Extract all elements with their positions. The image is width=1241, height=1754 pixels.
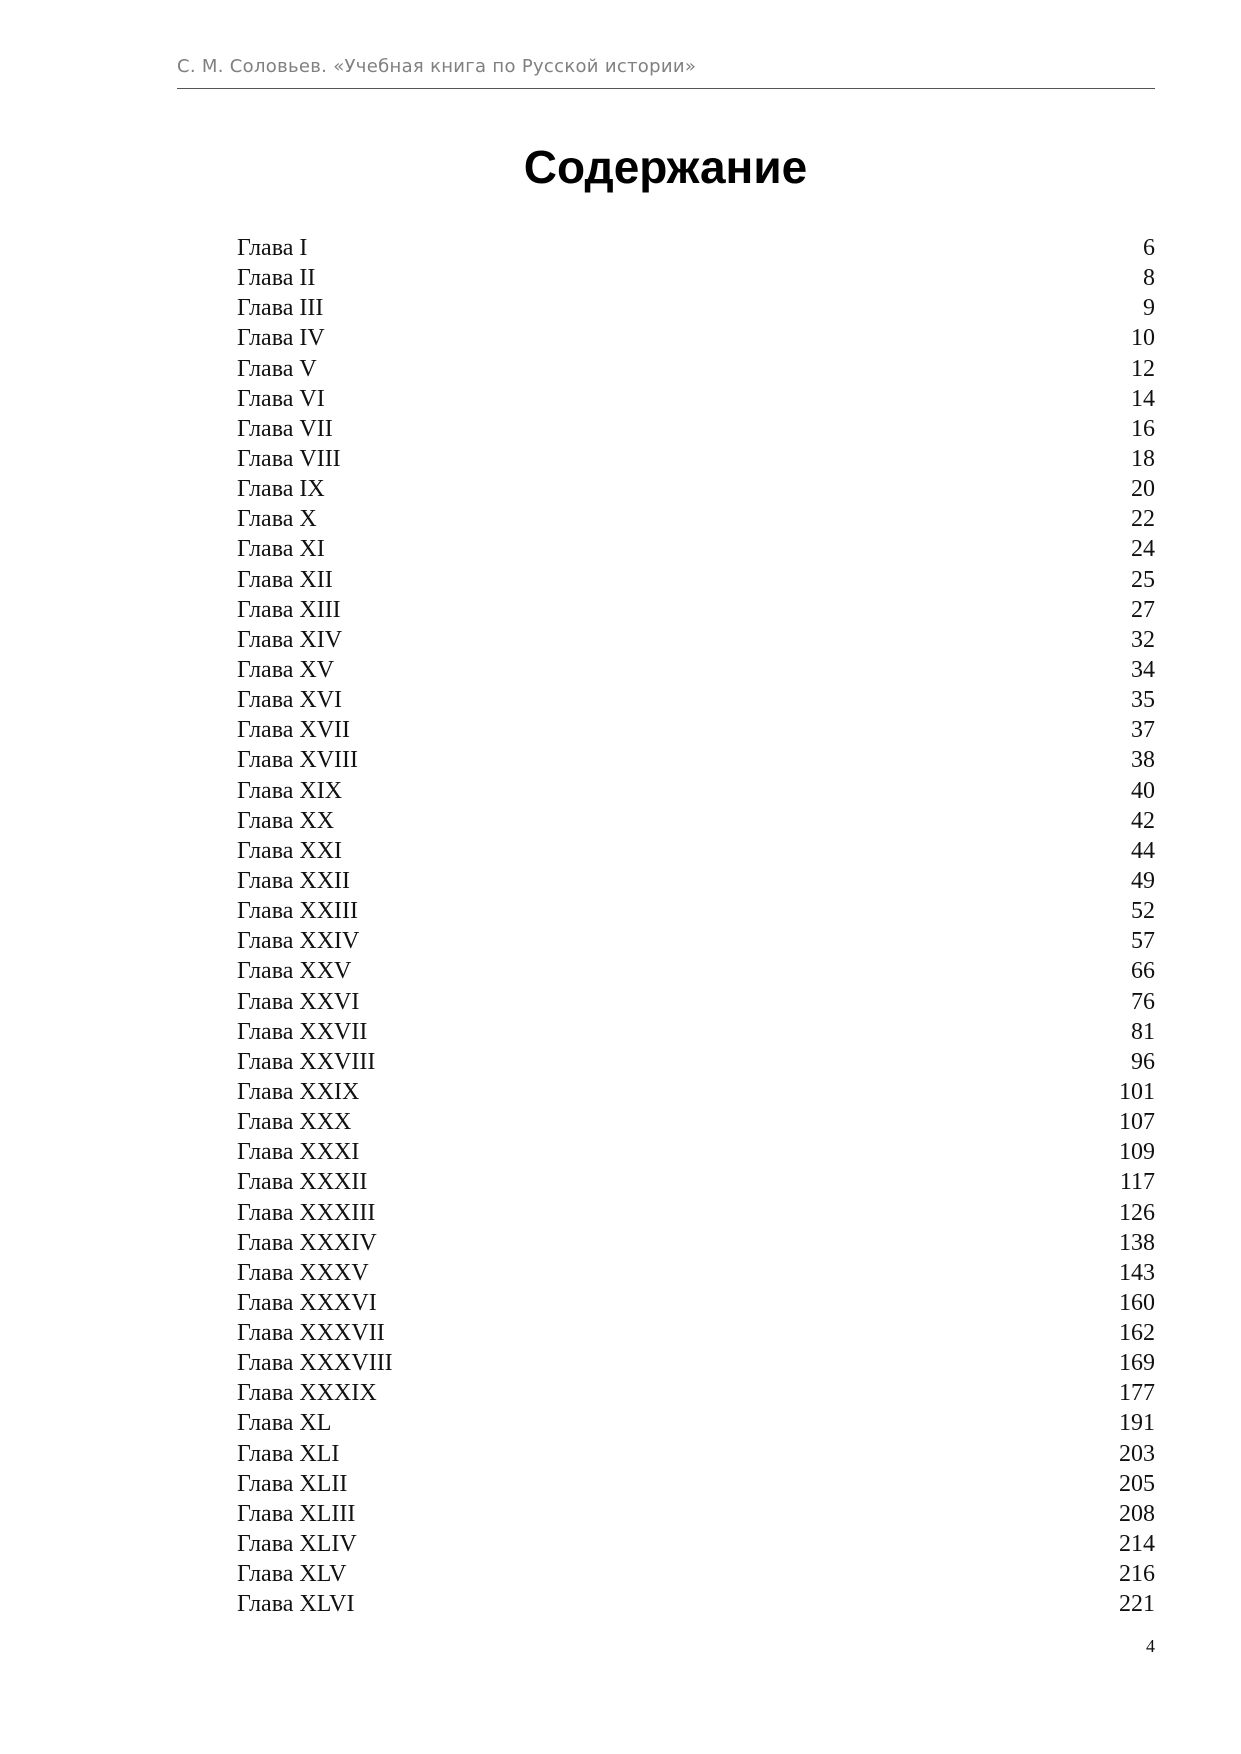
toc-entry-label: Глава XVII [237, 717, 351, 744]
toc-entry-label: Глава XXXIII [237, 1199, 376, 1226]
toc-entry-label: Глава XI [237, 536, 325, 563]
toc-entry-page: 16 [1131, 415, 1155, 442]
toc-entry[interactable] [237, 384, 1155, 414]
toc-entry-page: 20 [1131, 476, 1155, 503]
toc-entry-page: 18 [1131, 445, 1155, 472]
toc-entry[interactable] [237, 1107, 1155, 1137]
toc-entry-page: 81 [1131, 1018, 1155, 1045]
toc-entry[interactable] [237, 293, 1155, 323]
toc-entry-page: 38 [1131, 747, 1155, 774]
toc-entry-page: 22 [1131, 506, 1155, 533]
toc-entry-page: 160 [1119, 1289, 1155, 1316]
toc-entry[interactable] [237, 1499, 1155, 1529]
toc-entry[interactable] [237, 987, 1155, 1017]
toc-entry[interactable] [237, 595, 1155, 625]
toc-entry[interactable] [237, 745, 1155, 775]
toc-entry-label: Глава XLVI [237, 1591, 355, 1618]
toc-entry-label: Глава XXXV [237, 1259, 369, 1286]
toc-entry-page: 177 [1119, 1380, 1155, 1407]
toc-entry[interactable] [237, 1288, 1155, 1318]
toc-entry-label: Глава XXI [237, 837, 343, 864]
toc-entry[interactable] [237, 263, 1155, 293]
toc-entry-page: 10 [1131, 325, 1155, 352]
toc-entry-label: Глава XXXI [237, 1139, 360, 1166]
toc-entry-page: 138 [1119, 1229, 1155, 1256]
toc-entry-page: 216 [1119, 1561, 1155, 1588]
toc-entry[interactable] [237, 836, 1155, 866]
table-of-contents [237, 233, 1155, 1619]
toc-entry-page: 76 [1131, 988, 1155, 1015]
toc-entry-label: Глава XXVII [237, 1018, 368, 1045]
header-rule [177, 88, 1155, 89]
toc-entry-page: 205 [1119, 1470, 1155, 1497]
toc-entry-label: Глава XVI [237, 687, 343, 714]
toc-entry-label: Глава XLV [237, 1561, 347, 1588]
toc-entry-label: Глава XXVIII [237, 1048, 376, 1075]
toc-entry-page: 214 [1119, 1531, 1155, 1558]
toc-entry-page: 24 [1131, 536, 1155, 563]
running-header: С. М. Соловьев. «Учебная книга по Русской истории» [177, 56, 697, 77]
toc-entry-label: Глава VII [237, 415, 333, 442]
toc-entry-label: Глава IV [237, 325, 325, 352]
toc-entry-page: 191 [1119, 1410, 1155, 1437]
toc-entry[interactable] [237, 1258, 1155, 1288]
toc-entry-label: Глава VIII [237, 445, 341, 472]
toc-entry[interactable] [237, 444, 1155, 474]
toc-entry[interactable] [237, 1077, 1155, 1107]
toc-entry[interactable] [237, 1348, 1155, 1378]
toc-entry[interactable] [237, 776, 1155, 806]
toc-entry-page: 96 [1131, 1048, 1155, 1075]
toc-entry[interactable] [237, 323, 1155, 353]
toc-entry[interactable] [237, 233, 1155, 263]
toc-entry-label: Глава I [237, 235, 308, 261]
toc-entry-label: Глава XXV [237, 958, 352, 985]
toc-entry[interactable] [237, 1198, 1155, 1228]
toc-entry-label: Глава XX [237, 807, 335, 834]
toc-entry-page: 32 [1131, 626, 1155, 653]
toc-entry-page: 14 [1131, 385, 1155, 412]
toc-entry-label: Глава IX [237, 476, 325, 503]
toc-entry-label: Глава XXXVII [237, 1320, 385, 1347]
toc-entry-label: Глава XVIII [237, 747, 359, 774]
toc-entry-page: 203 [1119, 1440, 1155, 1467]
toc-entry-page: 101 [1119, 1078, 1155, 1105]
toc-entry-label: Глава XXII [237, 867, 351, 894]
toc-entry-label: Глава XIX [237, 777, 343, 804]
toc-entry-label: Глава XXXVI [237, 1289, 377, 1316]
toc-entry-page: 12 [1131, 355, 1155, 382]
toc-entry[interactable] [237, 1318, 1155, 1348]
toc-entry[interactable] [237, 354, 1155, 384]
toc-entry-page: 52 [1131, 898, 1155, 925]
toc-entry-page: 208 [1119, 1500, 1155, 1527]
toc-entry[interactable] [237, 1469, 1155, 1499]
toc-entry-label: Глава XIII [237, 596, 341, 623]
toc-entry[interactable] [237, 806, 1155, 836]
toc-entry-label: Глава XLIV [237, 1531, 357, 1558]
toc-entry[interactable] [237, 1017, 1155, 1047]
toc-entry[interactable] [237, 926, 1155, 956]
toc-entry-page: 8 [1143, 265, 1155, 292]
toc-entry[interactable] [237, 1047, 1155, 1077]
toc-entry-label: Глава XXXIV [237, 1229, 377, 1256]
toc-entry-page: 42 [1131, 807, 1155, 834]
toc-entry-page: 27 [1131, 596, 1155, 623]
page-title: Содержание [523, 141, 808, 193]
toc-entry-page: 9 [1143, 295, 1155, 322]
toc-entry-page: 44 [1131, 837, 1155, 864]
toc-entry-page: 169 [1119, 1350, 1155, 1377]
toc-entry-page: 143 [1119, 1259, 1155, 1286]
toc-entry-page: 126 [1119, 1199, 1155, 1226]
toc-entry-page: 25 [1131, 566, 1155, 593]
page-number: 4 [1146, 1636, 1155, 1656]
toc-entry[interactable] [237, 715, 1155, 745]
toc-entry-page: 49 [1131, 867, 1155, 894]
toc-entry-label: Глава VI [237, 385, 325, 412]
toc-entry-label: Глава XLII [237, 1470, 348, 1497]
toc-entry[interactable] [237, 1378, 1155, 1408]
toc-entry-page: 57 [1131, 928, 1155, 955]
toc-entry[interactable] [237, 956, 1155, 986]
toc-entry[interactable] [237, 565, 1155, 595]
toc-entry-page: 34 [1131, 656, 1155, 683]
toc-entry-page: 162 [1119, 1320, 1155, 1347]
toc-entry-label: Глава XXXIX [237, 1380, 377, 1407]
toc-entry[interactable] [237, 1559, 1155, 1589]
toc-entry-page: 66 [1131, 958, 1155, 985]
toc-entry[interactable] [237, 1529, 1155, 1559]
toc-entry-label: Глава XXX [237, 1109, 352, 1136]
toc-entry[interactable] [237, 1408, 1155, 1438]
toc-entry-page: 221 [1119, 1591, 1155, 1618]
toc-entry-label: Глава XXXVIII [237, 1350, 393, 1377]
toc-entry[interactable] [237, 1137, 1155, 1167]
toc-entry-label: Глава XLI [237, 1440, 340, 1467]
toc-entry-label: Глава III [237, 295, 324, 322]
toc-entry-label: Глава XV [237, 656, 335, 683]
toc-entry-label: Глава X [237, 506, 317, 533]
toc-entry-page: 109 [1119, 1139, 1155, 1166]
toc-entry[interactable] [237, 414, 1155, 444]
toc-entry-label: Глава XII [237, 566, 333, 593]
toc-entry-label: Глава XL [237, 1410, 332, 1437]
toc-entry-page: 35 [1131, 687, 1155, 714]
toc-entry-label: Глава XXIV [237, 928, 360, 955]
toc-entry-label: Глава V [237, 355, 317, 382]
toc-entry-page: 107 [1119, 1109, 1155, 1136]
toc-entry-label: Глава II [237, 265, 316, 292]
toc-entry[interactable] [237, 534, 1155, 564]
toc-entry[interactable] [237, 1589, 1155, 1619]
toc-entry-page: 6 [1143, 235, 1155, 261]
toc-entry[interactable] [237, 474, 1155, 504]
toc-entry-label: Глава XXVI [237, 988, 360, 1015]
toc-entry-page: 40 [1131, 777, 1155, 804]
toc-entry-page: 37 [1131, 717, 1155, 744]
toc-entry-label: Глава XXIX [237, 1078, 360, 1105]
toc-entry[interactable] [237, 685, 1155, 715]
toc-entry[interactable] [237, 896, 1155, 926]
toc-entry-label: Глава XXIII [237, 898, 359, 925]
toc-entry[interactable] [237, 1167, 1155, 1197]
toc-entry[interactable] [237, 655, 1155, 685]
toc-entry[interactable] [237, 1228, 1155, 1258]
toc-entry-page: 117 [1119, 1169, 1155, 1196]
toc-entry[interactable] [237, 1439, 1155, 1469]
toc-entry-label: Глава XLIII [237, 1500, 356, 1527]
toc-entry[interactable] [237, 625, 1155, 655]
toc-entry[interactable] [237, 866, 1155, 896]
toc-entry[interactable] [237, 504, 1155, 534]
toc-entry-label: Глава XXXII [237, 1169, 368, 1196]
toc-entry-label: Глава XIV [237, 626, 343, 653]
